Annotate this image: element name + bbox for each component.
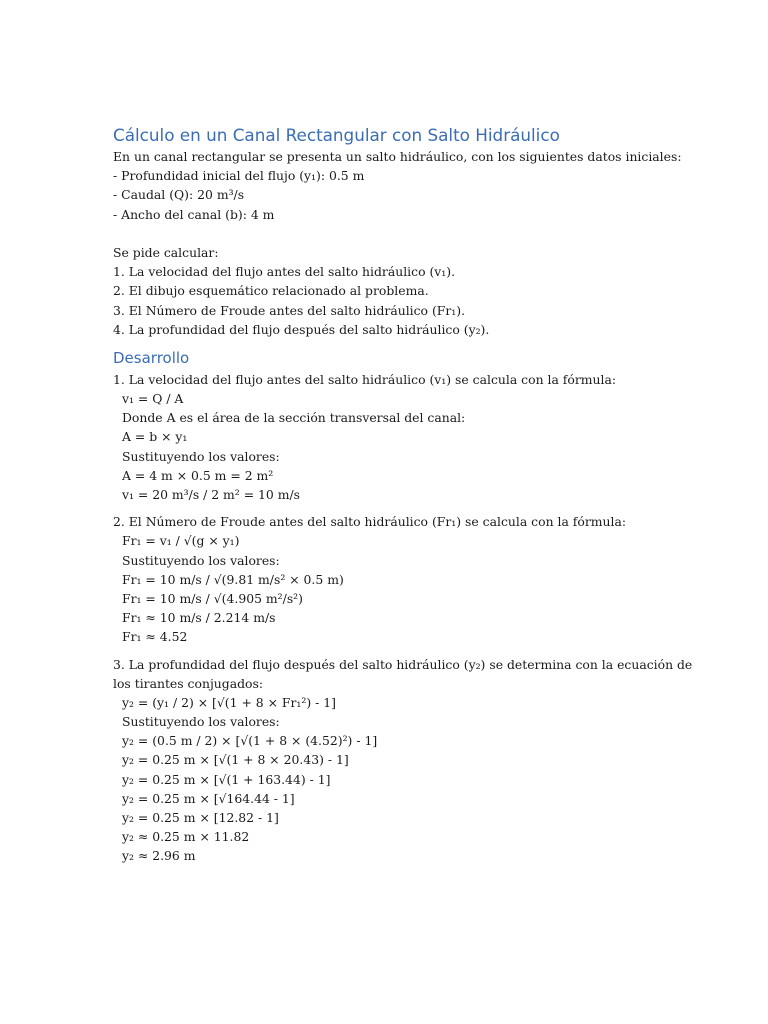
step-3-intro: 3. La profundidad del flujo después del salto hidráulico (y₂) se determina con la ecuación de xyxy=(113,656,693,672)
paragraph-gap xyxy=(113,504,658,512)
request-item: 1. La velocidad del flujo antes del salto hidráulico (v₁). xyxy=(113,264,456,280)
formula-line: y₂ ≈ 2.96 m xyxy=(122,848,196,864)
formula-line: y₂ = 0.25 m × [√(1 + 8 × 20.43) - 1] xyxy=(122,752,349,768)
formula-line: A = 4 m × 0.5 m = 2 m² xyxy=(122,467,274,483)
formula-line: y₂ = 0.25 m × [12.82 - 1] xyxy=(122,810,279,825)
step-1-intro: 1. La velocidad del flujo antes del salto hidráulico (v₁) se calcula con la fórmula: xyxy=(113,371,617,387)
intro-section xyxy=(113,147,682,224)
intro-line: - Caudal (Q): 20 m³/s xyxy=(113,187,245,203)
paragraph-gap xyxy=(113,647,658,655)
formula-line: y₂ = 0.25 m × [√164.44 - 1] xyxy=(122,790,295,806)
formula-line: Fr₁ = 10 m/s / √(9.81 m/s² × 0.5 m) xyxy=(122,571,344,587)
formula-line: Fr₁ = v₁ / √(g × y₁) xyxy=(122,533,240,549)
formula-line: y₂ = (0.5 m / 2) × [√(1 + 8 × (4.52)²) - 1] xyxy=(122,733,378,749)
request-item: 3. El Número de Froude antes del salto hidráulico (Fr₁). xyxy=(113,302,466,318)
formula-line: Sustituyendo los valores: xyxy=(122,552,280,568)
document-title: Cálculo en un Canal Rectangular con Salto Hidráulico xyxy=(113,125,560,145)
formula-line: y₂ = (y₁ / 2) × [√(1 + 8 × Fr₁²) - 1] xyxy=(122,694,336,710)
formula-line: y₂ ≈ 0.25 m × 11.82 xyxy=(122,829,250,845)
step-2-intro: 2. El Número de Froude antes del salto hidráulico (Fr₁) se calcula con la fórmula: xyxy=(113,514,627,530)
document-body xyxy=(113,124,693,866)
formula-line: Sustituyendo los valores: xyxy=(122,714,280,730)
formula-line: Donde A es el área de la sección transversal del canal: xyxy=(122,410,466,426)
formula-line: Fr₁ = 10 m/s / √(4.905 m²/s²) xyxy=(122,590,303,606)
request-item: 4. La profundidad del flujo después del salto hidráulico (y₂). xyxy=(113,321,490,337)
intro-line: - Ancho del canal (b): 4 m xyxy=(113,206,275,222)
blank-line xyxy=(113,224,658,243)
intro-line: - Profundidad inicial del flujo (y₁): 0.5 m xyxy=(113,168,365,184)
step-1-section xyxy=(113,370,658,504)
formula-line: v₁ = 20 m³/s / 2 m² = 10 m/s xyxy=(122,487,301,502)
formula-line: v₁ = Q / A xyxy=(122,391,184,407)
requests-heading: Se pide calcular: xyxy=(113,244,219,260)
formula-line: Fr₁ ≈ 4.52 xyxy=(122,629,188,645)
step-3-intro-continued: los tirantes conjugados: xyxy=(113,675,264,691)
formula-line: Fr₁ ≈ 10 m/s / 2.214 m/s xyxy=(122,610,276,626)
formula-line: Sustituyendo los valores: xyxy=(122,448,280,464)
step-3-section xyxy=(113,655,693,866)
request-item: 2. El dibujo esquemático relacionado al problema. xyxy=(113,283,429,299)
formula-line: y₂ = 0.25 m × [√(1 + 163.44) - 1] xyxy=(122,771,331,787)
formula-line: A = b × y₁ xyxy=(122,429,188,445)
step-2-section xyxy=(113,512,658,646)
intro-line: En un canal rectangular se presenta un salto hidráulico, con los siguientes datos iniciales: xyxy=(113,149,682,164)
development-heading: Desarrollo xyxy=(113,348,190,367)
requests-section xyxy=(113,243,658,339)
